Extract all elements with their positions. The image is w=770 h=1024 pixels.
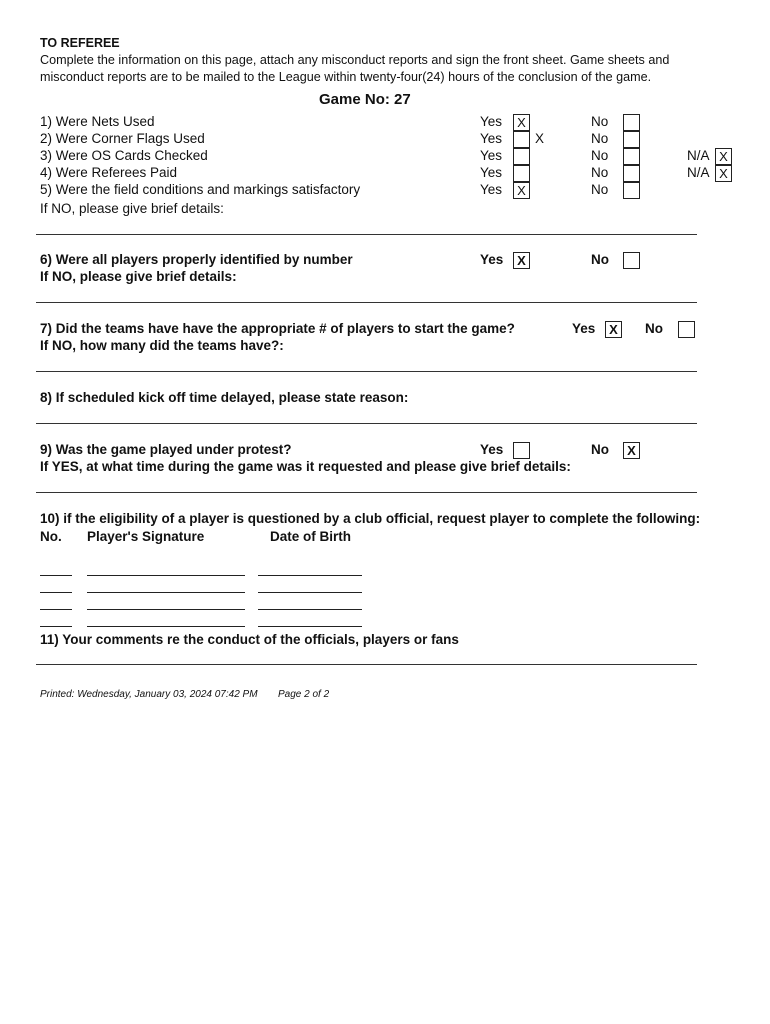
question-4-na-label: N/A (687, 165, 710, 180)
question-5-no-checkbox[interactable] (623, 182, 640, 199)
question-4-text: 4) Were Referees Paid (40, 165, 178, 180)
question-4-yes-checkbox[interactable] (513, 165, 530, 182)
answer-line-q7 (36, 371, 697, 372)
answer-line-q9 (36, 492, 697, 493)
question-5-no-label: No (591, 182, 609, 197)
question-3-text: 3) Were OS Cards Checked (40, 148, 208, 163)
q7-followup: If NO, how many did the teams have?: (40, 338, 284, 353)
q6-yes-checkbox[interactable]: X (513, 252, 530, 269)
q9-followup: If YES, at what time during the game was it requested and please give brief details: (40, 459, 571, 474)
q10-text: 10) if the eligibility of a player is questioned by a club official, request player to complete the following: (40, 511, 701, 526)
player-row-1-dob-line[interactable] (258, 575, 362, 576)
q6-no-checkbox[interactable] (623, 252, 640, 269)
player-row-4-number-line[interactable] (40, 626, 72, 627)
player-row-3-signature-line[interactable] (87, 609, 245, 610)
question-5-yes-label: Yes (480, 182, 503, 197)
q7-no-label: No (645, 321, 663, 336)
question-3-yes-checkbox[interactable] (513, 148, 530, 165)
question-2-yes-checkbox[interactable] (513, 131, 530, 148)
q9-no-label: No (591, 442, 609, 457)
game-number: Game No: 27 (319, 91, 411, 108)
q9-yes-checkbox[interactable] (513, 442, 530, 459)
q6-text: 6) Were all players properly identified by number (40, 252, 353, 267)
question-2-yes-label: Yes (480, 131, 503, 146)
question-2-no-checkbox[interactable] (623, 131, 640, 148)
question-1-yes-label: Yes (480, 114, 503, 129)
question-1-text: 1) Were Nets Used (40, 114, 155, 129)
player-row-2-number-line[interactable] (40, 592, 72, 593)
q11-text: 11) Your comments re the conduct of the officials, players or fans (40, 632, 459, 647)
q7-yes-checkbox[interactable]: X (605, 321, 622, 338)
player-row-3-dob-line[interactable] (258, 609, 362, 610)
player-row-3-number-line[interactable] (40, 609, 72, 610)
intro-text-line-1: Complete the information on this page, attach any misconduct reports and sign the front sheet. Game sheets and (40, 53, 670, 67)
question-4-yes-label: Yes (480, 165, 503, 180)
page-number: Page 2 of 2 (278, 689, 330, 700)
intro-text-line-2: misconduct reports are to be mailed to the League within twenty-four(24) hours of the conclusion of the game. (40, 70, 652, 84)
question-5-text: 5) Were the field conditions and markings satisfactory (40, 182, 361, 197)
q6-yes-label: Yes (480, 252, 504, 267)
q10-col-no: No. (40, 529, 62, 544)
player-row-1-signature-line[interactable] (87, 575, 245, 576)
q9-yes-label: Yes (480, 442, 504, 457)
question-4-no-checkbox[interactable] (623, 165, 640, 182)
q6-no-label: No (591, 252, 609, 267)
answer-line-1-5 (36, 234, 697, 235)
question-5-yes-checkbox[interactable]: X (513, 182, 530, 199)
player-row-4-dob-line[interactable] (258, 626, 362, 627)
player-row-2-signature-line[interactable] (87, 592, 245, 593)
question-3-no-label: No (591, 148, 609, 163)
question-4-na-checkbox[interactable]: X (715, 165, 732, 182)
answer-line-q8 (36, 423, 697, 424)
q10-col-signature: Player's Signature (87, 529, 205, 544)
q10-col-dob: Date of Birth (270, 529, 351, 544)
question-3-na-checkbox[interactable]: X (715, 148, 732, 165)
question-1-yes-checkbox[interactable]: X (513, 114, 530, 131)
q7-no-checkbox[interactable] (678, 321, 695, 338)
printed-timestamp: Printed: Wednesday, January 03, 2024 07:42 PM (40, 689, 258, 700)
q9-text: 9) Was the game played under protest? (40, 442, 292, 457)
question-1-no-checkbox[interactable] (623, 114, 640, 131)
question-1-no-label: No (591, 114, 609, 129)
question-2-outside-mark: X (535, 131, 545, 146)
q6-followup: If NO, please give brief details: (40, 269, 237, 284)
q7-yes-label: Yes (572, 321, 596, 336)
q8-text: 8) If scheduled kick off time delayed, please state reason: (40, 390, 409, 405)
question-3-no-checkbox[interactable] (623, 148, 640, 165)
details-prompt-1-5: If NO, please give brief details: (40, 201, 224, 216)
player-row-1-number-line[interactable] (40, 575, 72, 576)
answer-line-q11 (36, 664, 697, 665)
question-4-no-label: No (591, 165, 609, 180)
q7-text: 7) Did the teams have have the appropriate # of players to start the game? (40, 321, 515, 336)
question-3-na-label: N/A (687, 148, 710, 163)
question-2-no-label: No (591, 131, 609, 146)
form-title: TO REFEREE (40, 36, 120, 50)
player-row-2-dob-line[interactable] (258, 592, 362, 593)
question-2-text: 2) Were Corner Flags Used (40, 131, 205, 146)
player-row-4-signature-line[interactable] (87, 626, 245, 627)
question-3-yes-label: Yes (480, 148, 503, 163)
answer-line-q6 (36, 302, 697, 303)
q9-no-checkbox[interactable]: X (623, 442, 640, 459)
